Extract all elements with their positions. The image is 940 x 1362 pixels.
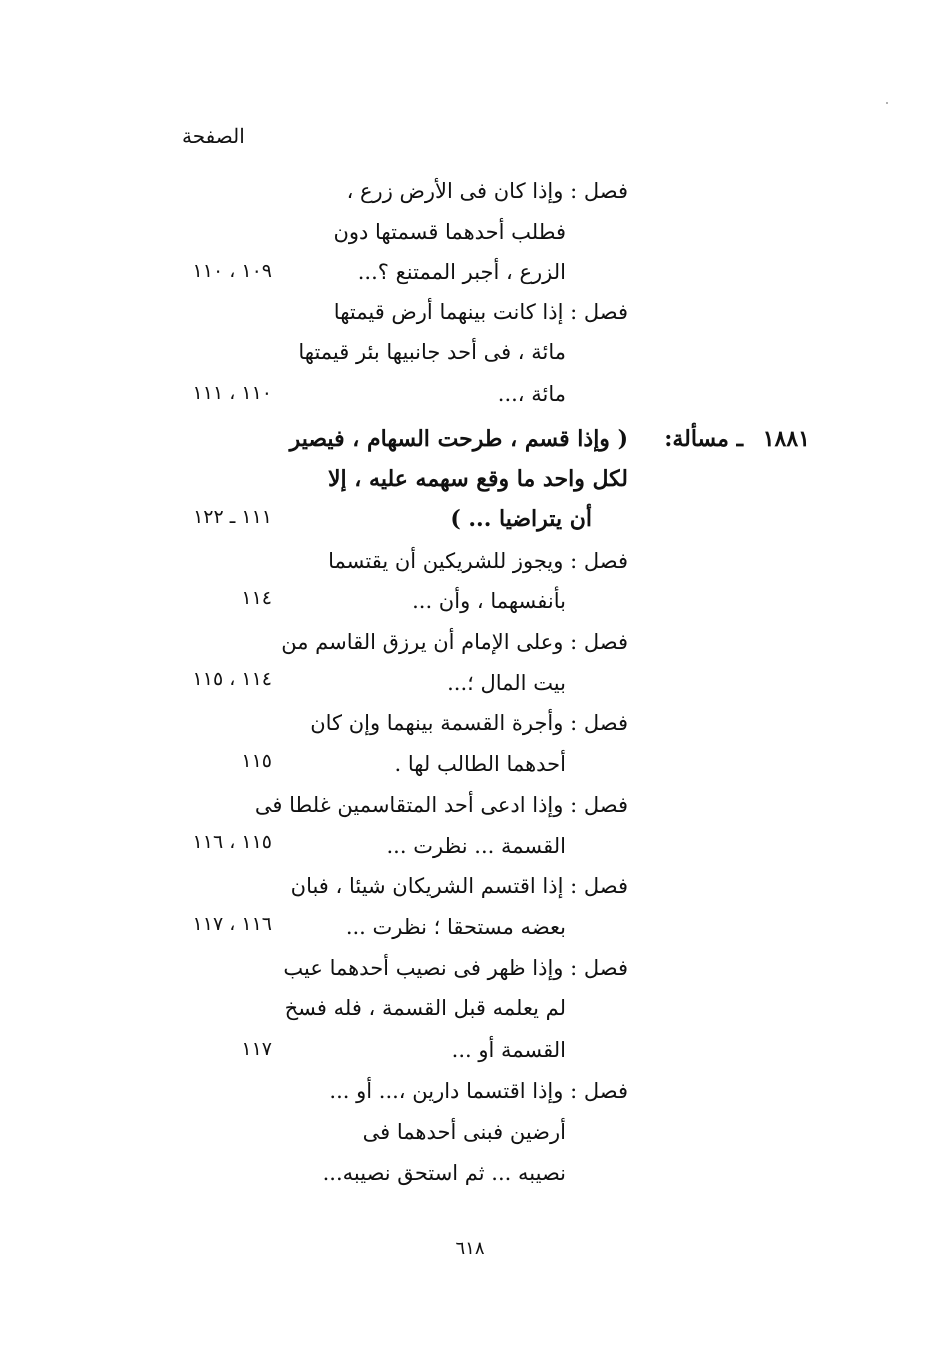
entry-line: فصل : وأجرة القسمة بينهما وإن كان (310, 711, 628, 735)
entry-pages: ١١٦ ، ١١٧ (192, 913, 272, 935)
entry-line: الزرع ، أجبر الممتنع ؟... (357, 260, 566, 284)
entry-pages: ١١٤ (241, 587, 272, 609)
entry-pages: ١١٧ (241, 1038, 272, 1060)
entry-line: فصل : وإذا ظهر فى نصيب أحدهما عيب (283, 956, 628, 980)
entry-line: لم يعلمه قبل القسمة ، فله فسخ (284, 996, 566, 1020)
entry-line: القسمة ... نظرت ... (386, 834, 566, 858)
entry-line: بعضه مستحقا ؛ نظرت ... (345, 915, 566, 939)
entry-pages: ١٠٩ ، ١١٠ (192, 260, 272, 282)
entry-pages: ١١٥ ، ١١٦ (192, 831, 272, 853)
entry-line: فصل : وإذا ادعى أحد المتقاسمين غلطا فى (254, 793, 628, 817)
entry-line: فصل : إذا اقتسم الشريكان شيئا ، فبان (290, 874, 628, 898)
scan-speck (886, 102, 888, 104)
entry-line: أن يتراضيا ... ) (450, 506, 592, 532)
entry-pages: ١١١ ـ ١٢٢ (193, 506, 272, 528)
masala-number: ١٨٨١ (762, 426, 810, 452)
entry-line: لكل واحد ما وقع سهمه عليه ، إلا (327, 466, 628, 492)
entry-pages: ١١٤ ، ١١٥ (192, 668, 272, 690)
entry-line: ( وإذا قسم ، طرحت السهام ، فيصير (289, 426, 628, 452)
entry-pages: ١١٠ ، ١١١ (192, 382, 272, 404)
entry-line: فصل : وإذا اقتسما دارين ،... أو ... (329, 1079, 628, 1103)
entry-line: القسمة أو ... (451, 1038, 566, 1062)
entry-line: مائة ، فى أحد جانبيها بئر قيمتها (298, 340, 566, 364)
entry-line: فطلب أحدهما قسمتها دون (333, 220, 566, 244)
entry-line: أحدهما الطالب لها . (394, 752, 566, 776)
masala-heading (664, 428, 810, 450)
masala-label: ـ مسألة: (664, 426, 744, 452)
page-column-header: الصفحة (182, 124, 245, 148)
entry-line: فصل : وإذا كان فى الأرض زرع ، (346, 179, 628, 203)
entry-line: مائة ،... (497, 382, 566, 406)
entry-line: بأنفسهما ، وأن ... (412, 589, 566, 613)
entry-line: بيت المال ؛... (447, 671, 566, 695)
entry-pages: ١١٥ (241, 750, 272, 772)
entry-line: فصل : إذا كانت بينهما أرض قيمتها (333, 300, 628, 324)
entry-line: فصل : ويجوز للشريكين أن يقتسما (328, 549, 628, 573)
entry-line: فصل : وعلى الإمام أن يرزق القاسم من (281, 630, 628, 654)
entry-line: نصيبه ... ثم استحق نصيبه... (322, 1161, 566, 1185)
entry-line: أرضين فبنى أحدهما فى (362, 1120, 566, 1144)
page-number: ٦١٨ (455, 1238, 485, 1259)
